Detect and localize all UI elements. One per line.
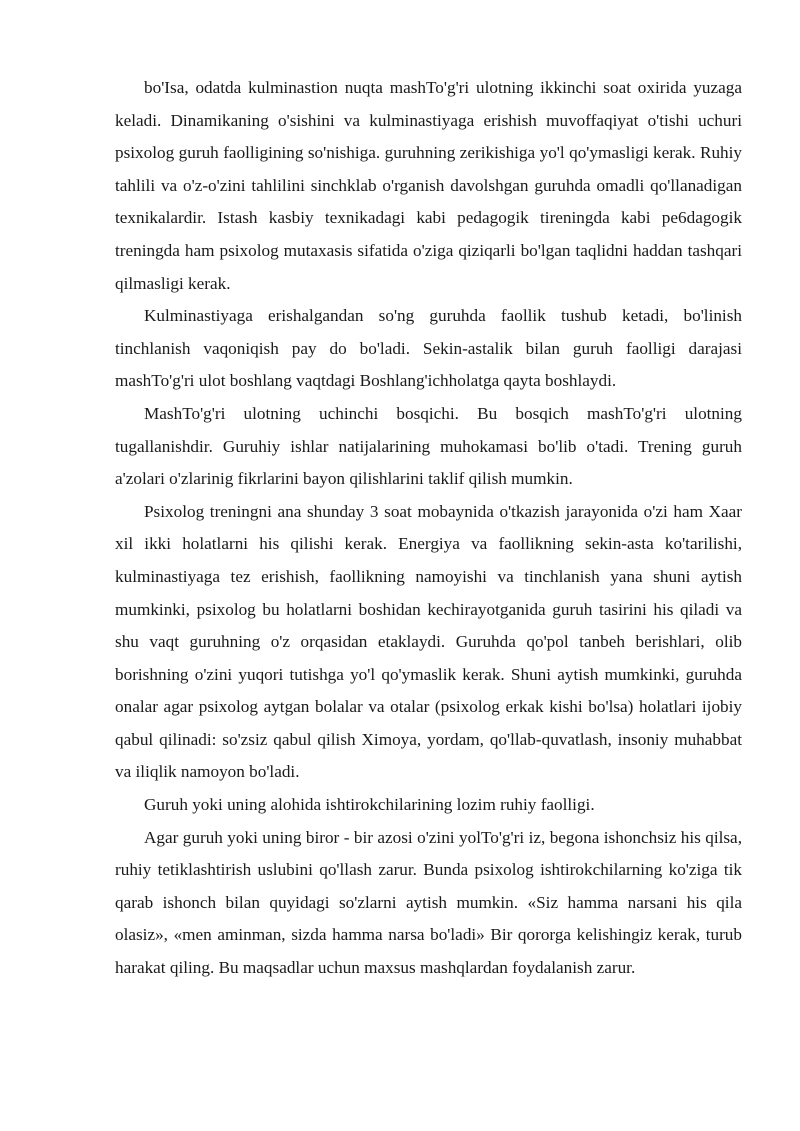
paragraph-3: MashTo'g'ri ulotning uchinchi bosqichi. Bu bosqich mashTo'g'ri ulotning tugallanishdir. Guruhiy ishlar natijalarining muhokamasi bo'lib o'tadi. Trening guruh a'zolari o'zlarinig fikrlarini bayon qilishlarini taklif qilish mumkin. (115, 403, 742, 489)
paragraph-4: Psixolog treningni ana shunday 3 soat mobaynida o'tkazish jarayonida o'zi ham Xaar xil ikki holatlarni his qilishi kerak. Energiya va faollikning sekin-asta ko'tarilishi, kulminastiyaga tez erishish, faollikning namoyishi va tinchlanish yana shuni aytish mumkinki, psixolog bu holatlarni boshidan kechirayotganida guruh tasirini his qiladi va shu vaqt guruhning o'z orqasidan etaklaydi. Guruhda qo'pol tanbeh berishlari, olib borishning o'zini yuqori tutishga yo'l qo'ymaslik kerak. Shuni aytish mumkinki, guruhda onalar agar psixolog aytgan bolalar va otalar (psixolog erkak kishi bo'lsa) holatlari ijobiy qabul qilinadi: so'zsiz qabul qilish Ximoya, yordam, qo'llab-quvatlash, insoniy muhabbat va iliqlik namoyon bo'ladi. (115, 501, 742, 782)
paragraph-5: Guruh yoki uning alohida ishtirokchilarining lozim ruhiy faolligi. (144, 795, 595, 815)
paragraph-2: Kulminastiyaga erishalgandan so'ng guruhda faollik tushub ketadi, bo'linish tinchlanish vaqoniqish pay do bo'ladi. Sekin-astalik bilan guruh faolligi darajasi mashTo'g'ri ulot boshlang vaqtdagi Boshlang'ichholatga qayta boshlaydi. (115, 306, 742, 391)
paragraph-6: Agar guruh yoki uning biror - bir azosi o'zini yolTo'g'ri iz, begona ishonchsiz his qilsa, ruhiy tetiklashtirish uslubini qo'llash zarur. Bunda psixolog ishtirokchilarning ko'ziga tik qarab ishonch bilan quyidagi so'zlarni aytish mumkin. «Siz hamma narsani his qila olasiz», «men aminman, sizda hamma narsa bo'ladi» Bir qororga kelishingiz kerak, turub harakat qiling. Bu maqsadlar uchun maxsus mashqlardan foydalanish zarur. (115, 827, 742, 978)
paragraph-1: bo'Isa, odatda kulminastion nuqta mashTo'g'ri ulotning ikkinchi soat oxirida yuzaga keladi. Dinamikaning o'sishini va kulminastiyaga erishish muvoffaqiyat o'tishi uchuri psixolog guruh faolligining so'nishiga. guruhning zerikishiga yo'l qo'ymasligi kerak. Ruhiy tahlili va o'z-o'zini tahlilini sinchklab o'rganish davolshgan guruhda omadli qo'llanadigan texnikalardir. Istash kasbiy texnikadagi kabi pedagogik tireningda kabi pe6dagogik treningda ham psixolog mutaxasis sifatida o'ziga qiziqarli bo'lgan taqlidni haddan tashqari qilmasligi kerak. (115, 78, 742, 293)
document-page (115, 72, 742, 985)
